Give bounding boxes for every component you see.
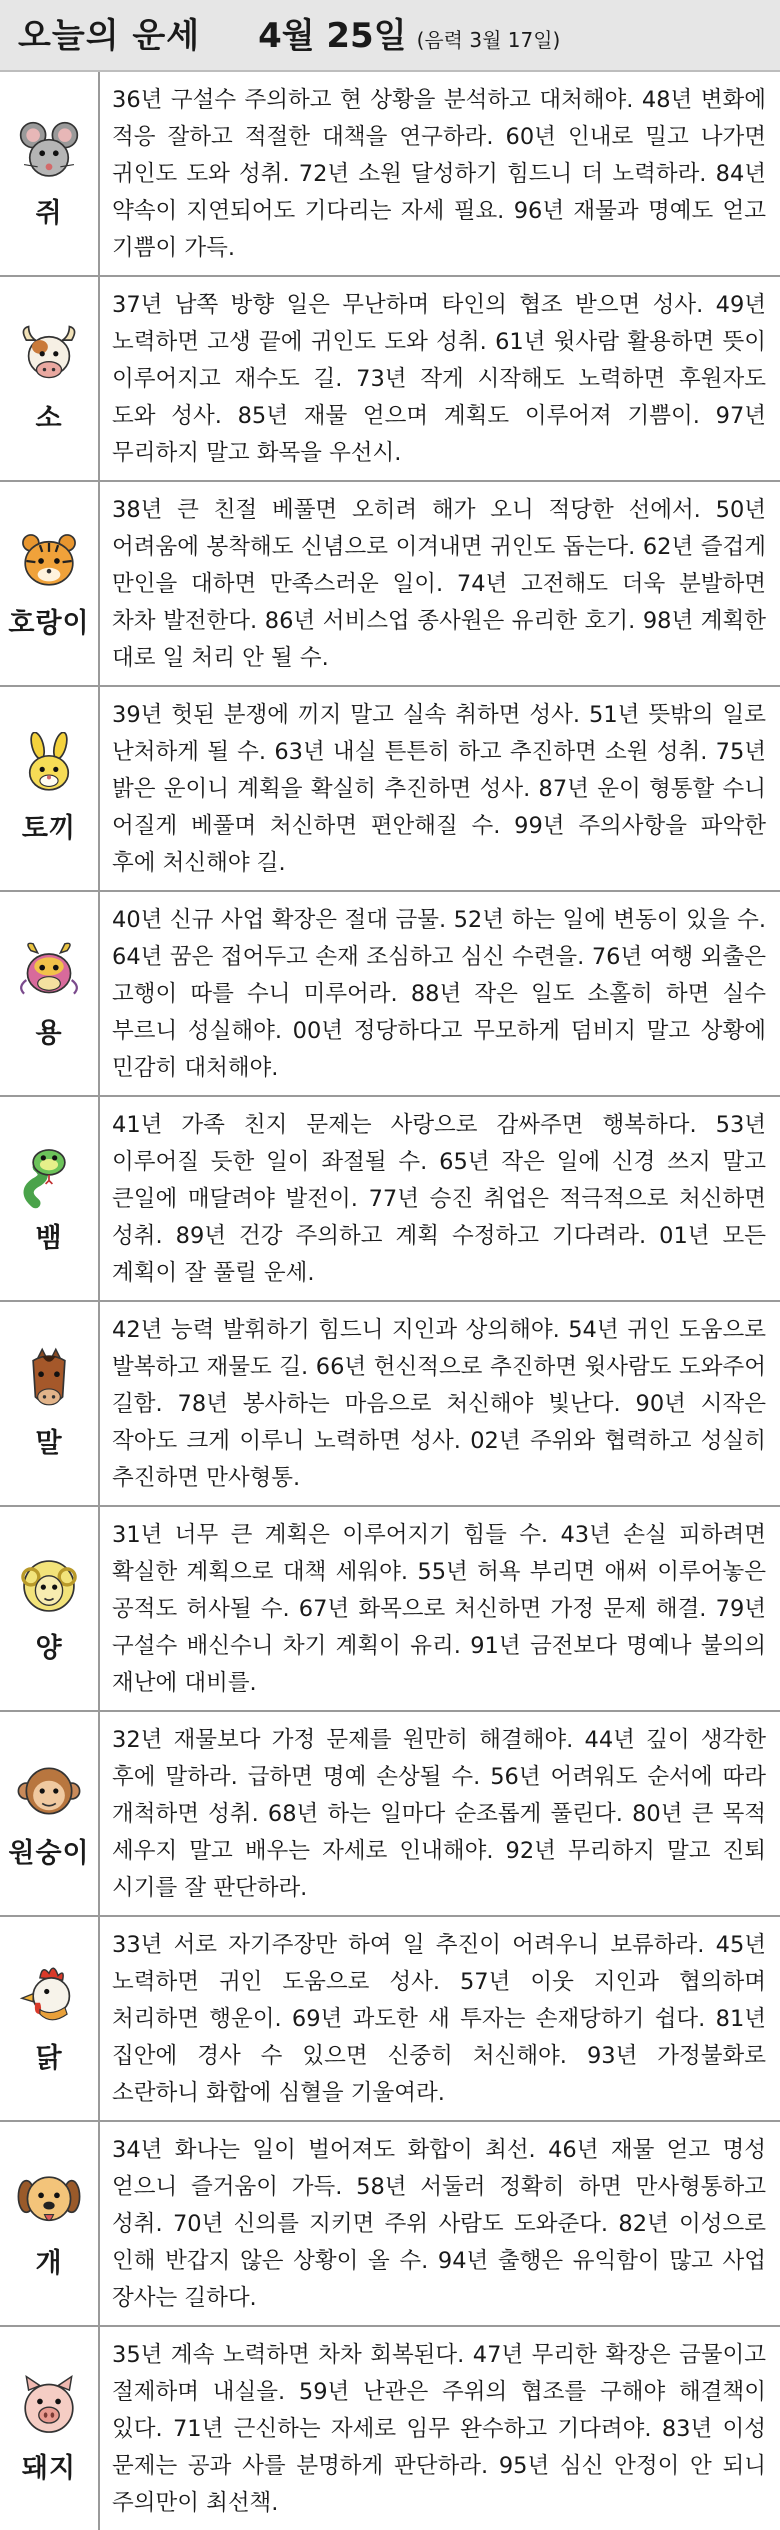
zodiac-badge	[0, 687, 100, 890]
zodiac-row-ox	[0, 277, 780, 482]
zodiac-badge	[0, 1712, 100, 1915]
zodiac-animal-name: 개	[35, 2248, 63, 2279]
zodiac-animal-name: 용	[35, 1018, 63, 1049]
zodiac-badge	[0, 1917, 100, 2120]
zodiac-row-dog	[0, 2122, 780, 2327]
zodiac-animal-name: 닭	[35, 2043, 63, 2074]
fortune-text: 40년 신규 사업 확장은 절대 금물. 52년 하는 일에 변동이 있을 수. 64년 꿈은 접어두고 손재 조심하고 심신 수련을. 76년 여행 외출은 고행이 따를 수니 미루어라. 88년 작은 일도 소홀히 하면 실수 부르니 성실해야. 00년 정당하다고 무모하게 덤비지 말고 상황에 민감히 대처해야.	[112, 907, 766, 1081]
zodiac-animal-name: 돼지	[21, 2453, 77, 2484]
dragon-icon	[15, 937, 83, 1005]
zodiac-row-sheep	[0, 1507, 780, 1712]
dog-icon	[15, 2167, 83, 2235]
zodiac-animal-name: 원숭이	[8, 1838, 90, 1869]
zodiac-row-dragon	[0, 892, 780, 1097]
horse-icon	[15, 1347, 83, 1415]
fortune-text: 32년 재물보다 가정 문제를 원만히 해결해야. 44년 깊이 생각한 후에 말하라. 급하면 명예 손상될 수. 56년 어려워도 순서에 따라 개척하면 성취. 68년 하는 일마다 순조롭게 풀린다. 80년 큰 목적 세우지 말고 배우는 자세로 인내해야. 92년 무리하지 말고 진퇴 시기를 잘 판단하라.	[112, 1727, 766, 1901]
fortune-text: 38년 큰 친절 베풀면 오히려 해가 오니 적당한 선에서. 50년 어려움에 봉착해도 신념으로 이겨내면 귀인도 돕는다. 62년 즐겁게 만인을 대하면 만족스러운 일이. 74년 고전해도 더욱 분발하면 차차 발전한다. 86년 서비스업 종사원은 유리한 호기. 98년 계획한 대로 일 처리 안 될 수.	[112, 497, 766, 671]
fortune-header	[0, 0, 780, 72]
rooster-icon	[15, 1962, 83, 2030]
zodiac-row-rat	[0, 72, 780, 277]
fortune-text: 34년 화나는 일이 벌어져도 화합이 최선. 46년 재물 얻고 명성 얻으니 즐거움이 가득. 58년 서둘러 정확히 하면 만사형통하고 성취. 70년 신의를 지키면 주위 사람도 도와준다. 82년 이성으로 인해 반갑지 않은 상황이 올 수. 94년 출행은 유익함이 많고 사업 장사는 길하다.	[112, 2137, 766, 2311]
pig-icon	[15, 2372, 83, 2440]
zodiac-row-pig	[0, 2327, 780, 2530]
solar-date: 4월 25일	[258, 16, 407, 56]
zodiac-badge	[0, 277, 100, 480]
zodiac-row-rabbit	[0, 687, 780, 892]
fortune-text: 33년 서로 자기주장만 하여 일 추진이 어려우니 보류하라. 45년 노력하면 귀인 도움으로 성사. 57년 이웃 지인과 협의하며 처리하면 행운이. 69년 과도한 새 투자는 손재당하기 쉽다. 81년 집안에 경사 수 있으면 신중히 처신해야. 93년 가정불화로 소란하니 화합에 심혈을 기울여라.	[112, 1932, 766, 2106]
zodiac-animal-name: 뱀	[35, 1223, 63, 1254]
zodiac-badge	[0, 1097, 100, 1300]
fortune-text: 35년 계속 노력하면 차차 회복된다. 47년 무리한 확장은 금물이고 절제하며 내실을. 59년 난관은 주위의 협조를 구해야 해결책이 있다. 71년 근신하는 자세로 임무 완수하고 기다려야. 83년 이성 문제는 공과 사를 분명하게 판단하라. 95년 심신 안정이 안 되니 주의만이 최선책.	[112, 2342, 766, 2516]
fortune-text: 42년 능력 발휘하기 힘드니 지인과 상의해야. 54년 귀인 도움으로 발복하고 재물도 길. 66년 헌신적으로 추진하면 윗사람도 도와주어 길함. 78년 봉사하는 마음으로 처신해야 빛난다. 90년 시작은 작아도 크게 이루니 노력하면 성사. 02년 주위와 협력하고 성실히 추진하면 만사형통.	[112, 1317, 766, 1491]
zodiac-badge	[0, 1507, 100, 1710]
ox-icon	[15, 322, 83, 390]
zodiac-row-monkey	[0, 1712, 780, 1917]
fortune-text: 31년 너무 큰 계획은 이루어지기 힘들 수. 43년 손실 피하려면 확실한 계획으로 대책 세워야. 55년 허욕 부리면 애써 이루어놓은 공적도 허사될 수. 67년 화목으로 처신하면 가정 문제 해결. 79년 구설수 배신수니 차기 계획이 유리. 91년 금전보다 명예나 불의의 재난에 대비를.	[112, 1522, 766, 1696]
zodiac-row-tiger	[0, 482, 780, 687]
zodiac-animal-name: 호랑이	[8, 608, 90, 639]
fortune-text: 39년 헛된 분쟁에 끼지 말고 실속 취하면 성사. 51년 뜻밖의 일로 난처하게 될 수. 63년 내실 튼튼히 하고 추진하면 소원 성취. 75년 밝은 운이니 계획을 확실히 추진하면 성사. 87년 운이 형통할 수니 어질게 베풀며 처신하면 편안해질 수. 99년 주의사항을 파악한 후에 처신해야 길.	[112, 702, 766, 876]
zodiac-animal-name: 양	[35, 1633, 63, 1664]
lunar-date: (음력 3월 17일)	[416, 28, 561, 52]
zodiac-badge	[0, 1302, 100, 1505]
zodiac-badge	[0, 892, 100, 1095]
zodiac-row-snake	[0, 1097, 780, 1302]
fortune-text: 37년 남쪽 방향 일은 무난하며 타인의 협조 받으면 성사. 49년 노력하면 고생 끝에 귀인도 도와 성취. 61년 윗사람 활용하면 뜻이 이루어지고 재수도 길. 73년 작게 시작해도 노력하면 후원자도 도와 성사. 85년 재물 얻으며 계획도 이루어져 기쁨이. 97년 무리하지 말고 화목을 우선시.	[112, 292, 766, 466]
zodiac-animal-name: 쥐	[35, 198, 63, 229]
zodiac-row-rooster	[0, 1917, 780, 2122]
page-title: 오늘의 운세	[18, 16, 201, 56]
fortune-text: 41년 가족 친지 문제는 사랑으로 감싸주면 행복하다. 53년 이루어질 듯한 일이 좌절될 수. 65년 작은 일에 신경 쓰지 말고 큰일에 매달려야 발전이. 77년 승진 취업은 적극적으로 처신하면 성취. 89년 건강 주의하고 계획 수정하고 기다려라. 01년 모든 계획이 잘 풀릴 운세.	[112, 1112, 766, 1286]
rabbit-icon	[15, 732, 83, 800]
tiger-icon	[15, 527, 83, 595]
zodiac-animal-name: 말	[35, 1428, 63, 1459]
zodiac-badge	[0, 72, 100, 275]
monkey-icon	[15, 1757, 83, 1825]
sheep-icon	[15, 1552, 83, 1620]
zodiac-fortune-list	[0, 72, 780, 2516]
snake-icon	[15, 1142, 83, 1210]
zodiac-badge	[0, 2122, 100, 2325]
zodiac-badge	[0, 482, 100, 685]
zodiac-row-horse	[0, 1302, 780, 1507]
zodiac-animal-name: 토끼	[21, 813, 77, 844]
zodiac-animal-name: 소	[35, 403, 63, 434]
zodiac-badge	[0, 2327, 100, 2530]
fortune-text: 36년 구설수 주의하고 현 상황을 분석하고 대처해야. 48년 변화에 적응 잘하고 적절한 대책을 연구하라. 60년 인내로 밀고 나가면 귀인도 도와 성취. 72년 소원 달성하기 힘드니 더 노력하라. 84년 약속이 지연되어도 기다리는 자세 필요. 96년 재물과 명예도 얻고 기쁨이 가득.	[112, 87, 766, 261]
rat-icon	[15, 117, 83, 185]
